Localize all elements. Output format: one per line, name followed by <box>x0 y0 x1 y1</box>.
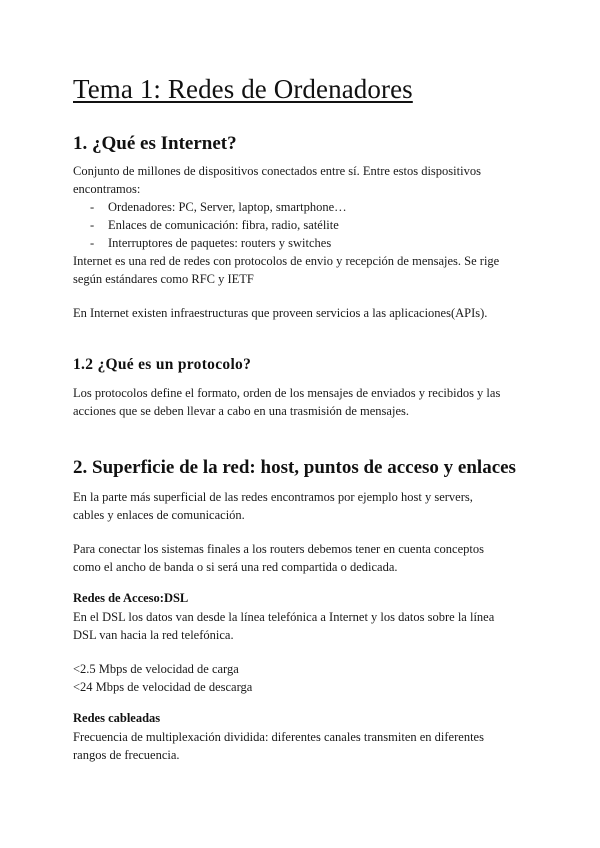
section-1-2-line-1: Los protocolos define el formato, orden de los mensajes de enviados y recibidos y las <box>73 386 501 400</box>
section-1-para-2-line-2: según estándares como RFC y IETF <box>73 272 254 286</box>
dsl-subheading: Redes de Acceso:DSL <box>73 591 189 605</box>
section-2-para-1-line-1: En la parte más superficial de las redes encontramos por ejemplo host y servers, <box>73 490 473 504</box>
bullet-item-devices: - Ordenadores: PC, Server, laptop, smartphone… <box>73 198 347 216</box>
section-2-para-2-line-1: Para conectar los sistemas finales a los routers debemos tener en cuenta conceptos <box>73 542 484 556</box>
section-2-heading: 2. Superficie de la red: host, puntos de acceso y enlaces <box>73 457 516 478</box>
bullet-item-switches: - Interruptores de paquetes: routers y switches <box>73 234 347 252</box>
wired-networks-line-1: Frecuencia de multiplexación dividida: diferentes canales transmiten en diferentes <box>73 730 484 744</box>
dsl-upload-speed: <2.5 Mbps de velocidad de carga <box>73 662 239 676</box>
section-1-heading: 1. ¿Qué es Internet? <box>73 133 237 154</box>
section-1-intro-line-2: encontramos: <box>73 182 141 196</box>
section-2-para-2-line-2: como el ancho de banda o si será una red compartida o dedicada. <box>73 560 398 574</box>
document-title: Tema 1: Redes de Ordenadores <box>73 74 413 104</box>
wired-networks-subheading: Redes cableadas <box>73 711 161 725</box>
dsl-line-2: DSL van hacia la red telefónica. <box>73 628 234 642</box>
section-1-2-line-2: acciones que se deben llevar a cabo en una trasmisión de mensajes. <box>73 404 409 418</box>
dsl-download-speed: <24 Mbps de velocidad de descarga <box>73 680 253 694</box>
bullet-item-links: - Enlaces de comunicación: fibra, radio, satélite <box>73 216 347 234</box>
section-2-para-1-line-2: cables y enlaces de comunicación. <box>73 508 245 522</box>
section-1-intro-line-1: Conjunto de millones de dispositivos conectados entre sí. Entre estos dispositivos <box>73 164 481 178</box>
section-1-para-3: En Internet existen infraestructuras que proveen servicios a las aplicaciones(APIs). <box>73 306 488 320</box>
dsl-line-1: En el DSL los datos van desde la línea telefónica a Internet y los datos sobre la línea <box>73 610 495 624</box>
wired-networks-line-2: rangos de frecuencia. <box>73 748 180 762</box>
section-1-bullet-list <box>73 198 347 252</box>
section-1-para-2-line-1: Internet es una red de redes con protocolos de envio y recepción de mensajes. Se rige <box>73 254 500 268</box>
section-1-2-heading: 1.2 ¿Qué es un protocolo? <box>73 356 252 373</box>
